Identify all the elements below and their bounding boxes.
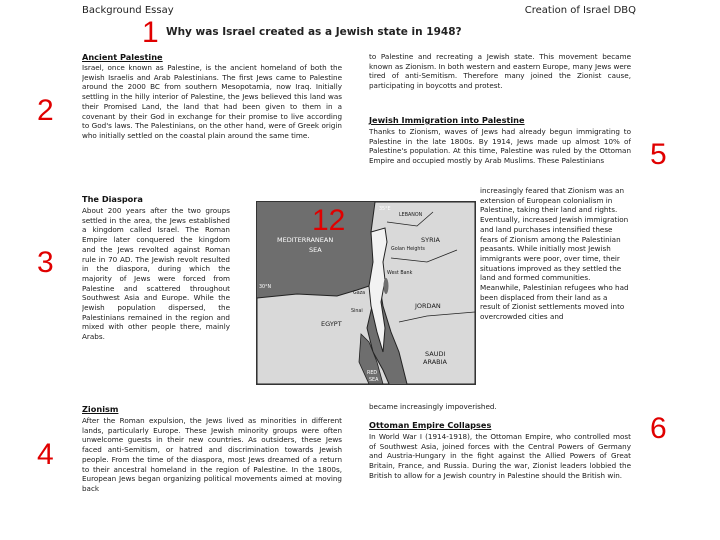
map-label-red-sea: SEA	[369, 378, 379, 383]
annotation-number-1: 1	[142, 16, 159, 49]
annotation-number-3: 3	[37, 246, 54, 279]
annotation-number-6: 6	[650, 412, 667, 445]
paragraph-diaspora: About 200 years after the two groups settled in the area, the Jews established a kingdom called Israel. The Roman Empire later conquered the kingdom and the Jews revolted against Roman rule in 70 AD. The Jewish revolt resulted in the diaspora, during which the majority of Jews were forced from Palestine and scattered throughout Southwest Asia and Europe. While the Jewish population dispersed, the Palestinians remained in the region and mixed with other people there, mainly Arabs.	[82, 206, 230, 342]
map-label-west-bank: West Bank	[387, 271, 413, 276]
map-label-arabia: ARABIA	[423, 358, 447, 366]
heading-diaspora: The Diaspora	[82, 194, 143, 204]
region-map	[256, 201, 476, 385]
header-left: Background Essay	[82, 5, 174, 16]
map-label-golan: Golan Heights	[391, 247, 425, 252]
annotation-number-4: 4	[37, 438, 54, 471]
heading-ancient-palestine: Ancient Palestine	[82, 52, 163, 62]
paragraph-zionism-continued: to Palestine and recreating a Jewish state. This movement became known as Zionism. In both western and eastern Europe, many Jews were tired of anti-Semitism. Therefore many joined the Zionist cause, participating in boycotts and protest.	[369, 52, 631, 91]
annotation-number-2: 2	[37, 94, 54, 127]
paragraph-ottoman-collapse: In World War I (1914-1918), the Ottoman Empire, who controlled most of Southwest Asia, joined forces with the Central Powers of Germany and Austria-Hungary in the fight against the Allied Powers of Great Britain, France, and Russia. During the war, Zionist leaders lobbied the British to allow for a Jewish country in Palestine should the British win.	[369, 432, 631, 480]
annotation-number-5: 5	[650, 138, 667, 171]
map-label-lat: 30°N	[259, 285, 272, 290]
map-label-sea-2: SEA	[309, 246, 322, 254]
paragraph-zionism: After the Roman expulsion, the Jews lived as minorities in different lands, particularly Europe. These Jewish minority groups were often unwelcome guests in their new countries. As outsiders, these Jews faced anti-Semitism, or hatred and discrimination towards Jewish people. From the time of the diaspora, most Jews dreamed of a return to their ancestral homeland in the region of Palestine. In the 1800s, European Jews began organizing political movements aimed at moving back	[82, 416, 342, 493]
map-label-jordan: JORDAN	[415, 302, 441, 310]
map-label-egypt: EGYPT	[321, 320, 342, 328]
heading-ottoman-collapse: Ottoman Empire Collapses	[369, 420, 492, 430]
page-title: Why was Israel created as a Jewish state in 1948?	[166, 26, 462, 38]
map-label-sinai: Sinai	[351, 309, 363, 314]
map-label-lon: 35°E	[379, 207, 391, 212]
paragraph-immigration-end: became increasingly impoverished.	[369, 402, 497, 411]
map-dead-sea	[384, 278, 389, 294]
paragraph-ancient-palestine: Israel, once known as Palestine, is the ancient homeland of both the Jewish Israelis and Arab Palestinians. The first Jews came to Palestine around the 2000 BC from southern Mesopotamia, now Iraq. Initially settling in the hilly interior of Palestine, the Jews believed this land was their Promised Land, the land that had been given to them in a covenant by their God in exchange for their promise to live according to God's laws. The Palestinians, on the other hand, were of Greek origin who initially settled on the coastal plain around the same time.	[82, 63, 342, 140]
map-label-lebanon: LEBANON	[399, 213, 423, 218]
map-label-saudi: SAUDI	[425, 350, 446, 358]
map-label-red: RED	[367, 371, 378, 376]
header-right: Creation of Israel DBQ	[524, 5, 636, 16]
heading-jewish-immigration: Jewish Immigration into Palestine	[369, 115, 525, 125]
map-label-syria: SYRIA	[421, 236, 440, 244]
map-label-gaza: Gaza	[353, 291, 366, 296]
map-label-sea: MEDITERRANEAN	[277, 236, 334, 244]
map-svg	[257, 202, 475, 384]
annotation-number-12: 12	[312, 204, 346, 237]
paragraph-immigration-top: Thanks to Zionism, waves of Jews had already begun immigrating to Palestine in the late 1800s. By 1914, Jews made up almost 10% of Palestine's population. At this time, Palestine was ruled by the Ottoman Empire and occupied mostly by Arab Muslims. These Palestinians	[369, 127, 631, 166]
paragraph-immigration-wrap: increasingly feared that Zionism was an extension of European colonialism in Palestine, taking their land and rights. Eventually, increased Jewish immigration and land purchases intensified these fears of Zionism among the Palestinian peasants. While initially most Jewish immigrants were poor, over time, their situations improved as they settled the land and formed communities. Meanwhile, Palestinian refugees who had been displaced from their land as a result of Zionist settlements moved into overcrowded cities and	[480, 186, 629, 322]
heading-zionism: Zionism	[82, 404, 119, 414]
